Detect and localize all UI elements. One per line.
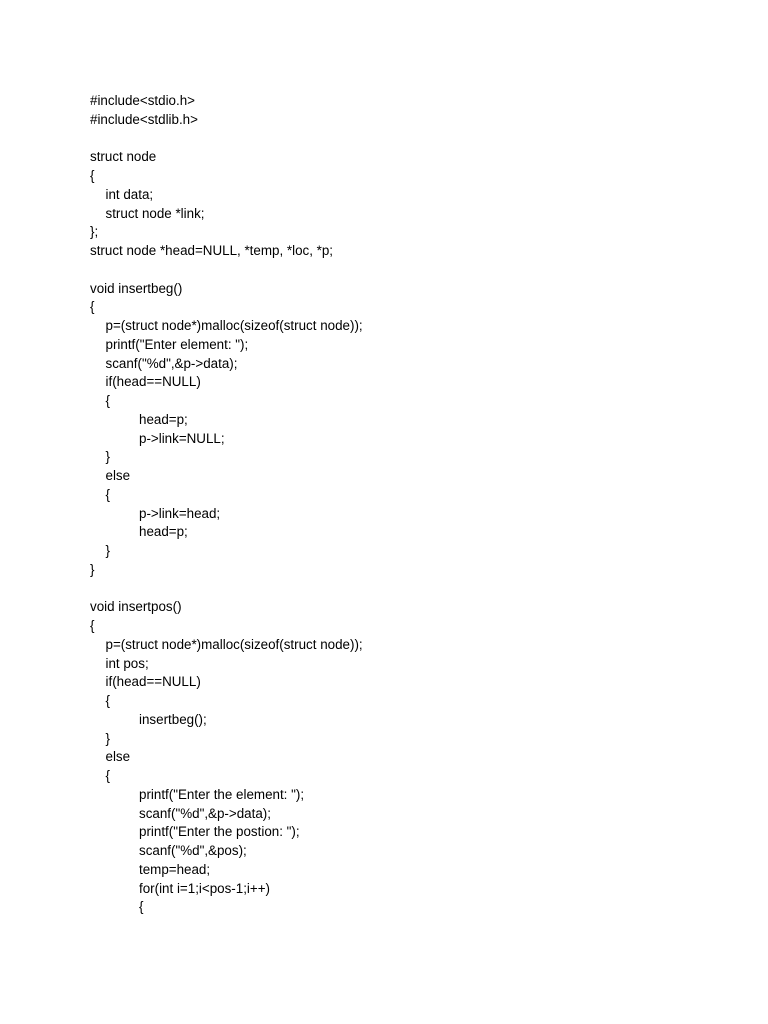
code-line: p=(struct node*)malloc(sizeof(struct node)); — [105, 636, 363, 652]
code-line: else — [105, 468, 131, 483]
code-line: { — [90, 618, 95, 633]
code-line: scanf("%d",&p->data); — [139, 805, 271, 821]
code-line: struct node — [90, 149, 157, 165]
code-line: head=p; — [139, 411, 188, 427]
code-line: { — [105, 768, 110, 783]
code-line: }; — [90, 224, 99, 240]
code-line: temp=head; — [139, 861, 211, 877]
code-line: else — [105, 749, 131, 765]
code-line: printf("Enter element: "); — [105, 336, 249, 352]
code-line: struct node *link; — [105, 205, 205, 221]
code-line: { — [139, 899, 144, 915]
code-line: head=p; — [139, 524, 188, 540]
code-line: for(int i=1;i<pos-1;i++) — [139, 880, 270, 896]
code-line: #include<stdlib.h> — [90, 111, 198, 127]
code-line: p=(struct node*)malloc(sizeof(struct node)); — [105, 318, 363, 333]
blank-line — [90, 261, 730, 280]
code-line: int pos; — [105, 655, 149, 671]
code-line: } — [90, 561, 95, 577]
code-line: insertbeg(); — [139, 711, 207, 727]
code-line: p->link=head; — [139, 505, 221, 521]
code-line: { — [105, 486, 110, 502]
code-line: } — [105, 543, 110, 558]
code-line: #include<stdio.h> — [90, 93, 195, 108]
code-line: void insertbeg() — [90, 280, 183, 296]
code-line: struct node *head=NULL, *temp, *loc, *p; — [90, 243, 334, 258]
code-line: { — [105, 693, 110, 708]
code-line: { — [90, 299, 95, 315]
code-line: scanf("%d",&p->data); — [105, 355, 238, 371]
code-line: if(head==NULL) — [105, 374, 201, 390]
blank-line — [90, 580, 730, 599]
code-listing — [90, 92, 730, 917]
code-line: scanf("%d",&pos); — [139, 843, 247, 858]
code-line: void insertpos() — [90, 599, 182, 615]
code-line: { — [105, 393, 110, 408]
code-line: if(head==NULL) — [105, 674, 201, 690]
code-line: } — [105, 449, 110, 465]
blank-line — [90, 130, 730, 149]
code-line: printf("Enter the postion: "); — [139, 824, 300, 840]
code-line: p->link=NULL; — [139, 430, 225, 446]
code-line: int data; — [105, 186, 154, 202]
code-line: { — [90, 168, 95, 183]
code-line: } — [105, 730, 110, 746]
code-line: printf("Enter the element: "); — [139, 786, 305, 802]
